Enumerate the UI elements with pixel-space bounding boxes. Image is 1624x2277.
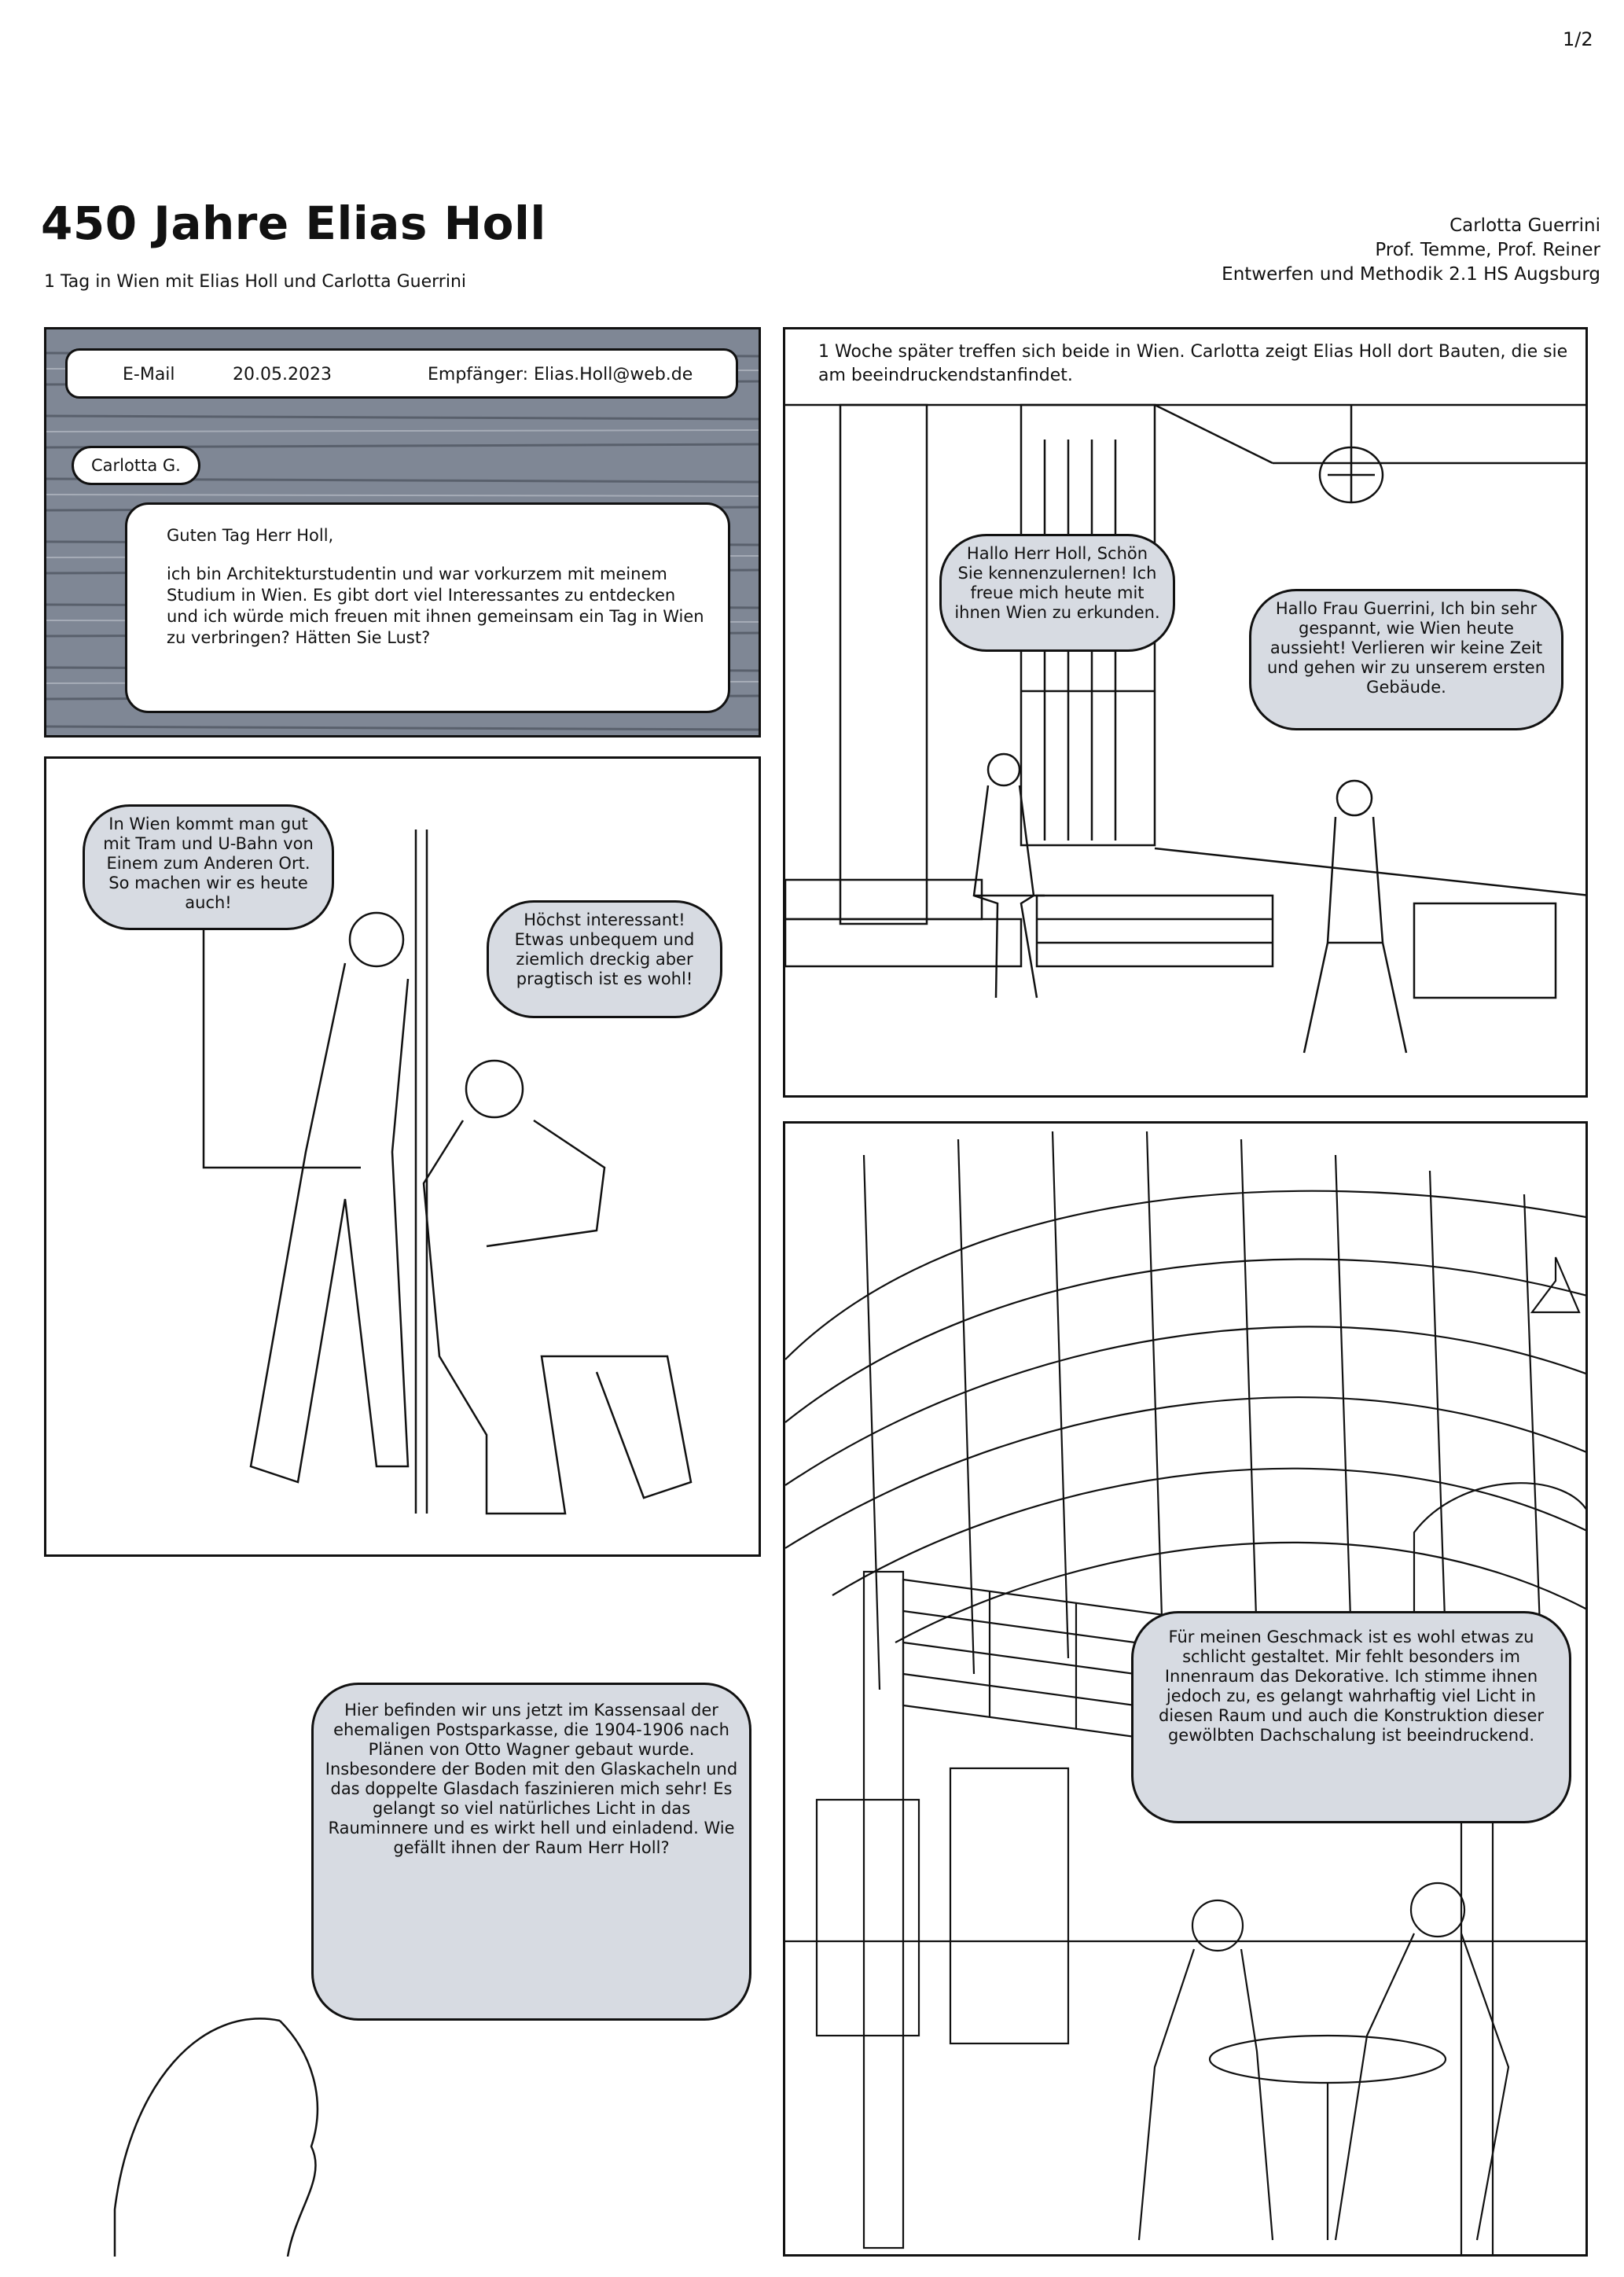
email-type-label: E-Mail xyxy=(123,365,175,384)
email-body: ich bin Architekturstudentin und war vorkurzem mit meinem Studium in Wien. Es gibt dort viel Interessantes zu entdecken und ich würde mich freuen mit ihnen gemeinsam ein Tag in Wien zu verbringen? Hätten Sie Lust? xyxy=(167,565,704,647)
meeting-caption: 1 Woche später treffen sich beide in Wien. Carlotta zeigt Elias Holl dort Bauten, die sie am beeindruckendstanfindet. xyxy=(818,342,1568,385)
email-message xyxy=(125,502,730,713)
bubble-elias-hall: Für meinen Geschmack ist es wohl etwas zu schlicht gestaltet. Mir fehlt besonders im Innenraum das Dekorative. Ich stimme ihnen jedoch zu, es gelangt wahrhaftig viel Licht in diesen Raum und auch die Konstruktion dieser gewölbten Dachschalung ist beeindruckend. xyxy=(1131,1611,1571,1823)
panel-hall-speech xyxy=(44,1580,761,2257)
email-sender: Carlotta G. xyxy=(72,446,200,485)
author-name: Carlotta Guerrini xyxy=(1449,215,1600,236)
email-greeting: Guten Tag Herr Holl, xyxy=(167,526,334,545)
page-subtitle: 1 Tag in Wien mit Elias Holl und Carlotta Guerrini xyxy=(44,272,467,292)
email-header-bar xyxy=(65,348,738,399)
bubble-carlotta-greeting: Hallo Herr Holl, Schön Sie kennenzulernen! Ich freue mich heute mit ihnen Wien zu erkunden. xyxy=(939,534,1175,652)
bubble-elias-greeting: Hallo Frau Guerrini, Ich bin sehr gespannt, wie Wien heute aussieht! Verlieren wir keine Zeit und gehen wir zu unserem ersten Gebäude. xyxy=(1249,589,1563,730)
panel-meeting xyxy=(783,327,1588,1098)
page-number: 1/2 xyxy=(1563,28,1593,50)
email-recipient: Empfänger: Elias.Holl@web.de xyxy=(428,365,693,384)
panel-tram xyxy=(44,756,761,1557)
panel-hall xyxy=(783,1121,1588,2257)
bubble-carlotta-tram: In Wien kommt man gut mit Tram und U-Bahn von Einem zum Anderen Ort. So machen wir es heute auch! xyxy=(83,804,334,930)
author-professors: Prof. Temme, Prof. Reiner xyxy=(1375,240,1600,260)
bubble-carlotta-hall: Hier befinden wir uns jetzt im Kassensaal der ehemaligen Postsparkasse, die 1904-1906 nach Plänen von Otto Wagner gebaut wurde. Insbesondere der Boden mit den Glaskacheln und das doppelte Glasdach faszinieren mich sehr! Es gelangt so viel natürliches Licht in das Rauminnere und es wirkt hell und einladend. Wie gefällt ihnen der Raum Herr Holl? xyxy=(311,1683,751,2021)
email-date: 20.05.2023 xyxy=(233,365,332,384)
bubble-elias-tram: Höchst interessant! Etwas unbequem und ziemlich dreckig aber pragtisch ist es wohl! xyxy=(487,900,722,1018)
page-title: 450 Jahre Elias Holl xyxy=(41,197,546,250)
author-course: Entwerfen und Methodik 2.1 HS Augsburg xyxy=(1222,264,1600,285)
panel-email xyxy=(44,327,761,738)
